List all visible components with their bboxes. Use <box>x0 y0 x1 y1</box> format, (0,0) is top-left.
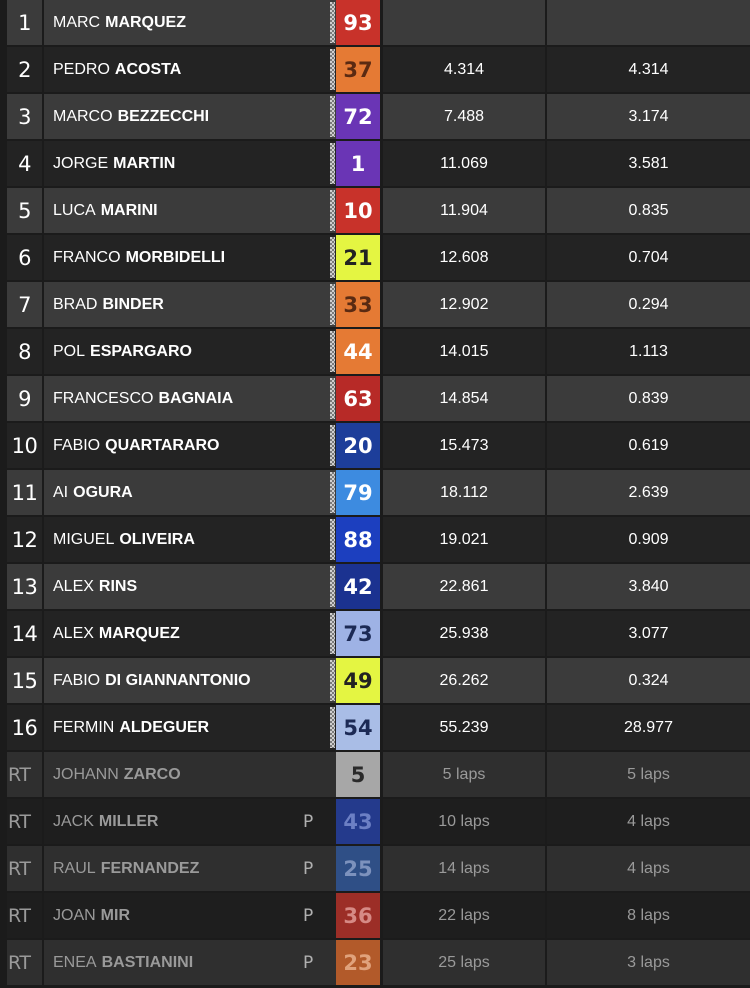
rider-name <box>53 940 193 985</box>
gap-to-leader: 12.608 <box>439 248 489 266</box>
position-label: RT <box>8 810 31 833</box>
rider-cell <box>44 658 337 703</box>
rider-number-badge: 21 <box>336 235 380 280</box>
table-row[interactable] <box>0 376 750 421</box>
position-label: RT <box>8 951 31 974</box>
checkered-flag-icon <box>330 613 335 654</box>
rider-number-badge: 43 <box>336 799 380 844</box>
checkered-flag-icon <box>330 707 335 748</box>
gap-to-previous: 3.581 <box>628 154 669 172</box>
table-row[interactable] <box>0 141 750 186</box>
rider-name <box>53 658 251 703</box>
rider-last-name: ALDEGUER <box>119 718 210 736</box>
rider-cell <box>44 0 337 45</box>
rider-last-name: MARINI <box>100 201 158 219</box>
position-label: 15 <box>11 668 38 693</box>
rider-name <box>53 141 175 186</box>
gap-to-leader-cell <box>383 47 545 92</box>
position-cell <box>7 517 42 562</box>
pit-indicator: P <box>303 905 314 926</box>
table-row[interactable] <box>0 799 750 844</box>
rider-name <box>53 564 137 609</box>
position-cell <box>7 47 42 92</box>
rider-name <box>53 188 158 233</box>
position-cell <box>7 658 42 703</box>
position-cell <box>7 188 42 233</box>
checkered-flag-icon <box>330 566 335 607</box>
gap-to-leader-cell <box>383 376 545 421</box>
gap-to-leader-cell <box>383 423 545 468</box>
rider-first-name: BRAD <box>53 295 98 313</box>
rider-cell <box>44 752 337 797</box>
rider-first-name: JOHANN <box>53 765 119 783</box>
table-row[interactable] <box>0 188 750 233</box>
table-row[interactable] <box>0 47 750 92</box>
position-label: 12 <box>11 527 38 552</box>
position-label: 14 <box>11 621 38 646</box>
rider-number-badge: 1 <box>336 141 380 186</box>
position-label: 5 <box>18 198 31 223</box>
gap-to-leader: 14.015 <box>439 342 489 360</box>
gap-to-leader: 11.904 <box>440 201 488 219</box>
rider-last-name: ACOSTA <box>114 60 182 78</box>
rider-number-badge: 73 <box>336 611 380 656</box>
gap-to-leader-cell <box>383 799 545 844</box>
table-row[interactable] <box>0 470 750 515</box>
table-row[interactable] <box>0 235 750 280</box>
pit-indicator: P <box>303 811 314 832</box>
gap-to-previous-cell <box>547 188 750 233</box>
rider-last-name: MARQUEZ <box>105 13 186 31</box>
gap-to-leader <box>383 0 545 45</box>
rider-name <box>53 47 181 92</box>
gap-to-leader: 7.488 <box>443 107 485 125</box>
gap-to-leader-cell <box>383 658 545 703</box>
checkered-flag-icon <box>330 190 335 231</box>
checkered-flag-icon <box>330 237 335 278</box>
position-label: RT <box>8 857 31 880</box>
gap-to-leader: 18.112 <box>440 483 488 501</box>
gap-to-leader: 25 laps <box>438 953 490 971</box>
gap-to-previous-cell <box>547 940 750 985</box>
rider-number-badge: 49 <box>336 658 380 703</box>
rider-last-name: ZARCO <box>123 765 181 783</box>
gap-to-leader-cell <box>383 611 545 656</box>
rider-number-badge: 5 <box>336 752 380 797</box>
gap-to-leader-cell <box>383 517 545 562</box>
rider-last-name: FERNANDEZ <box>100 859 200 877</box>
checkered-flag-icon <box>330 143 335 184</box>
gap-to-leader: 22 laps <box>438 906 490 924</box>
rider-first-name: RAUL <box>53 859 96 877</box>
position-cell <box>7 893 42 938</box>
rider-first-name: AI <box>53 483 69 501</box>
gap-to-previous-cell <box>547 705 750 750</box>
gap-to-leader: 10 laps <box>438 812 490 830</box>
gap-to-previous: 3.840 <box>628 577 669 595</box>
gap-to-previous: 28.977 <box>624 718 673 736</box>
rider-first-name: LUCA <box>53 201 96 219</box>
table-row[interactable] <box>0 705 750 750</box>
rider-name <box>53 329 192 374</box>
position-label: 13 <box>11 574 38 599</box>
pit-indicator: P <box>303 858 314 879</box>
position-label: 8 <box>18 339 31 364</box>
rider-cell <box>44 376 337 421</box>
rider-name <box>53 893 130 938</box>
rider-cell <box>44 611 337 656</box>
rider-number-badge: 10 <box>336 188 380 233</box>
table-row[interactable] <box>0 94 750 139</box>
rider-number-badge: 33 <box>336 282 380 327</box>
position-cell <box>7 799 42 844</box>
rider-first-name: JORGE <box>53 154 109 172</box>
gap-to-leader: 4.314 <box>443 60 485 78</box>
position-label: RT <box>8 763 31 786</box>
rider-number-badge: 93 <box>336 0 380 45</box>
gap-to-leader: 12.902 <box>439 295 489 313</box>
rider-name <box>53 94 209 139</box>
rider-cell <box>44 188 337 233</box>
gap-to-leader-cell <box>383 0 545 45</box>
rider-name <box>53 705 209 750</box>
position-label: 2 <box>18 57 31 82</box>
rider-first-name: FABIO <box>53 671 101 689</box>
gap-to-previous-cell <box>547 799 750 844</box>
checkered-flag-icon <box>330 49 335 90</box>
rider-first-name: MARC <box>53 13 101 31</box>
position-label: 3 <box>18 104 31 129</box>
gap-to-leader-cell <box>383 752 545 797</box>
rider-first-name: JOAN <box>53 906 96 924</box>
gap-to-previous: 4.314 <box>628 60 669 78</box>
gap-to-leader-cell <box>383 141 545 186</box>
table-row[interactable] <box>0 423 750 468</box>
gap-to-leader-cell <box>383 705 545 750</box>
gap-to-previous-cell <box>547 329 750 374</box>
rider-name <box>53 0 186 45</box>
gap-to-previous: 2.639 <box>628 483 669 501</box>
position-cell <box>7 329 42 374</box>
rider-number-badge: 36 <box>336 893 380 938</box>
rider-number-badge: 42 <box>336 564 380 609</box>
gap-to-previous <box>547 0 750 45</box>
rider-first-name: ALEX <box>53 577 94 595</box>
rider-name <box>53 799 158 844</box>
rider-number-badge: 63 <box>336 376 380 421</box>
rider-last-name: BAGNAIA <box>158 389 234 407</box>
checkered-flag-icon <box>330 660 335 701</box>
gap-to-previous: 0.839 <box>628 389 669 407</box>
gap-to-previous-cell <box>547 423 750 468</box>
gap-to-leader: 15.473 <box>439 436 489 454</box>
gap-to-previous-cell <box>547 141 750 186</box>
rider-number-badge: 54 <box>336 705 380 750</box>
rider-last-name: OGURA <box>73 483 133 501</box>
table-row[interactable] <box>0 564 750 609</box>
rider-last-name: MARTIN <box>113 154 176 172</box>
rider-number-badge: 37 <box>336 47 380 92</box>
gap-to-previous-cell <box>547 517 750 562</box>
gap-to-leader-cell <box>383 188 545 233</box>
position-cell <box>7 846 42 891</box>
gap-to-previous-cell <box>547 611 750 656</box>
rider-cell <box>44 799 337 844</box>
rider-name <box>53 282 164 327</box>
rider-name <box>53 517 195 562</box>
checkered-flag-icon <box>330 472 335 513</box>
rider-cell <box>44 564 337 609</box>
gap-to-leader: 22.861 <box>439 577 489 595</box>
position-label: 1 <box>18 10 31 35</box>
table-row[interactable] <box>0 329 750 374</box>
position-cell <box>7 282 42 327</box>
gap-to-leader-cell <box>383 893 545 938</box>
rider-number-badge: 23 <box>336 940 380 985</box>
gap-to-leader: 55.239 <box>439 718 489 736</box>
rider-number-badge: 44 <box>336 329 380 374</box>
rider-last-name: BEZZECCHI <box>117 107 210 125</box>
gap-to-previous: 3.174 <box>628 107 669 125</box>
rider-cell <box>44 705 337 750</box>
position-label: 11 <box>11 480 38 505</box>
gap-to-previous-cell <box>547 564 750 609</box>
gap-to-previous: 1.113 <box>629 342 668 360</box>
rider-last-name: MORBIDELLI <box>125 248 226 266</box>
rider-last-name: ESPARGARO <box>90 342 192 360</box>
rider-last-name: RINS <box>98 577 138 595</box>
gap-to-previous: 4 laps <box>627 812 670 830</box>
gap-to-previous: 3 laps <box>627 953 670 971</box>
table-row[interactable] <box>0 282 750 327</box>
gap-to-leader-cell <box>383 470 545 515</box>
rider-number-badge: 25 <box>336 846 380 891</box>
rider-first-name: JACK <box>53 812 94 830</box>
rider-cell <box>44 141 337 186</box>
table-row[interactable] <box>0 517 750 562</box>
gap-to-previous-cell <box>547 893 750 938</box>
rider-cell <box>44 846 337 891</box>
gap-to-previous: 4 laps <box>627 859 670 877</box>
gap-to-leader-cell <box>383 329 545 374</box>
position-cell <box>7 141 42 186</box>
rider-name <box>53 611 180 656</box>
rider-first-name: FRANCESCO <box>53 389 154 407</box>
gap-to-previous-cell <box>547 658 750 703</box>
gap-to-previous: 0.619 <box>628 436 669 454</box>
rider-cell <box>44 94 337 139</box>
gap-to-leader-cell <box>383 282 545 327</box>
table-row[interactable] <box>0 0 750 45</box>
gap-to-leader: 26.262 <box>439 671 489 689</box>
checkered-flag-icon <box>330 2 335 43</box>
rider-cell <box>44 235 337 280</box>
rider-cell <box>44 282 337 327</box>
rider-last-name: OLIVEIRA <box>119 530 195 548</box>
rider-first-name: FABIO <box>53 436 101 454</box>
position-label: 16 <box>11 715 38 740</box>
rider-cell <box>44 423 337 468</box>
rider-cell <box>44 940 337 985</box>
gap-to-previous-cell <box>547 846 750 891</box>
gap-to-leader: 11.069 <box>440 154 488 172</box>
rider-number-badge: 88 <box>336 517 380 562</box>
rider-first-name: ALEX <box>53 624 94 642</box>
position-cell <box>7 235 42 280</box>
gap-to-previous: 0.704 <box>628 248 669 266</box>
gap-to-previous: 0.835 <box>628 201 669 219</box>
rider-name <box>53 423 219 468</box>
gap-to-leader-cell <box>383 94 545 139</box>
gap-to-leader: 19.021 <box>439 530 489 548</box>
rider-first-name: FERMIN <box>53 718 115 736</box>
rider-number-badge: 79 <box>336 470 380 515</box>
position-label: 10 <box>11 433 38 458</box>
position-cell <box>7 611 42 656</box>
gap-to-previous: 3.077 <box>628 624 669 642</box>
rider-last-name: QUARTARARO <box>105 436 220 454</box>
rider-cell <box>44 329 337 374</box>
gap-to-previous: 0.294 <box>628 295 669 313</box>
rider-last-name: BINDER <box>102 295 164 313</box>
table-row[interactable] <box>0 611 750 656</box>
gap-to-previous: 0.324 <box>628 671 669 689</box>
position-label: RT <box>8 904 31 927</box>
gap-to-previous-cell <box>547 47 750 92</box>
checkered-flag-icon <box>330 425 335 466</box>
rider-name <box>53 846 199 891</box>
gap-to-leader: 25.938 <box>439 624 489 642</box>
gap-to-previous-cell <box>547 470 750 515</box>
table-row[interactable] <box>0 893 750 938</box>
checkered-flag-icon <box>330 284 335 325</box>
gap-to-previous-cell <box>547 752 750 797</box>
position-label: 7 <box>18 292 31 317</box>
position-cell <box>7 705 42 750</box>
gap-to-previous-cell <box>547 0 750 45</box>
rider-first-name: MIGUEL <box>53 530 115 548</box>
rider-first-name: POL <box>53 342 86 360</box>
checkered-flag-icon <box>330 378 335 419</box>
gap-to-previous-cell <box>547 94 750 139</box>
position-label: 6 <box>18 245 31 270</box>
rider-name <box>53 470 133 515</box>
table-row[interactable] <box>0 658 750 703</box>
gap-to-leader: 14.854 <box>439 389 489 407</box>
rider-name <box>53 235 225 280</box>
rider-cell <box>44 893 337 938</box>
rider-last-name: MARQUEZ <box>98 624 180 642</box>
gap-to-previous-cell <box>547 235 750 280</box>
gap-to-leader: 14 laps <box>438 859 490 877</box>
position-cell <box>7 94 42 139</box>
position-label: 4 <box>18 151 31 176</box>
rider-cell <box>44 517 337 562</box>
pit-indicator: P <box>303 952 314 973</box>
gap-to-previous: 5 laps <box>627 765 670 783</box>
gap-to-leader-cell <box>383 846 545 891</box>
position-cell <box>7 470 42 515</box>
rider-first-name: ENEA <box>53 953 97 971</box>
checkered-flag-icon <box>330 519 335 560</box>
checkered-flag-icon <box>330 331 335 372</box>
rider-first-name: PEDRO <box>53 60 110 78</box>
gap-to-leader-cell <box>383 235 545 280</box>
position-cell <box>7 940 42 985</box>
rider-name <box>53 376 233 421</box>
position-cell <box>7 0 42 45</box>
rider-first-name: FRANCO <box>53 248 121 266</box>
rider-last-name: MIR <box>100 906 130 924</box>
rider-last-name: MILLER <box>98 812 159 830</box>
rider-number-badge: 72 <box>336 94 380 139</box>
checkered-flag-icon <box>330 96 335 137</box>
table-row[interactable] <box>0 940 750 985</box>
gap-to-previous-cell <box>547 282 750 327</box>
rider-last-name: DI GIANNANTONIO <box>105 671 251 689</box>
gap-to-leader: 5 laps <box>442 765 486 783</box>
position-label: 9 <box>18 386 31 411</box>
rider-number-badge: 20 <box>336 423 380 468</box>
gap-to-leader-cell <box>383 940 545 985</box>
position-cell <box>7 376 42 421</box>
gap-to-previous: 0.909 <box>628 530 669 548</box>
gap-to-previous: 8 laps <box>627 906 670 924</box>
rider-first-name: MARCO <box>53 107 113 125</box>
rider-cell <box>44 47 337 92</box>
position-cell <box>7 752 42 797</box>
gap-to-previous-cell <box>547 376 750 421</box>
rider-name <box>53 752 181 797</box>
position-cell <box>7 423 42 468</box>
table-row[interactable] <box>0 752 750 797</box>
rider-cell <box>44 470 337 515</box>
table-row[interactable] <box>0 846 750 891</box>
position-cell <box>7 564 42 609</box>
rider-last-name: BASTIANINI <box>101 953 194 971</box>
gap-to-leader-cell <box>383 564 545 609</box>
